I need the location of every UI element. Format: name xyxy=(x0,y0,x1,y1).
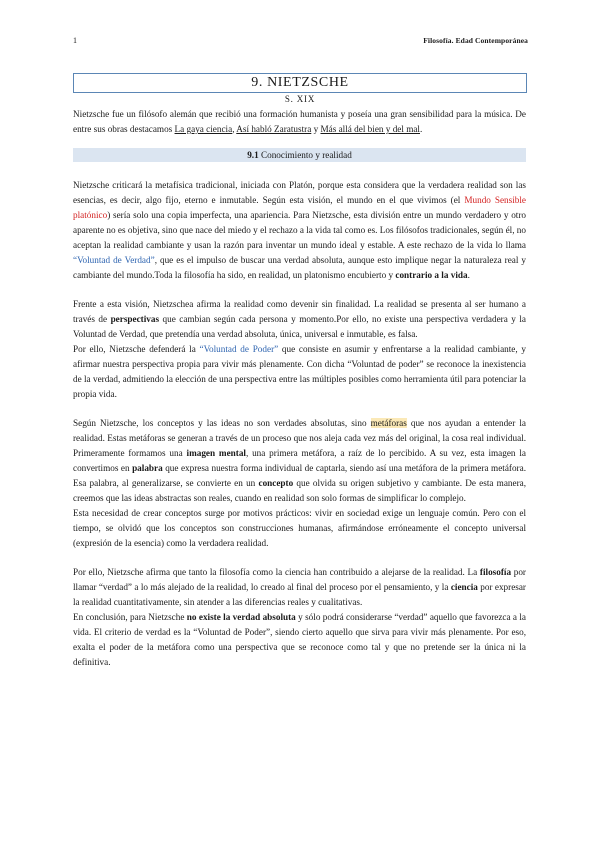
spacer xyxy=(73,551,526,565)
text: ) sería solo una copia imperfecta, una apariencia. Para Nietzsche, esta división entre un mundo verdadero y otro aparente no es objetiva, sino que nace del miedo y el rechazo a la vida tal como es. Los filósofos tradicionales, según él, no aceptan la realidad cambiante y usan la razón para inventar un mundo ideal y estable. A este rechazo de la vida lo llama xyxy=(73,210,526,250)
section-title: Conocimiento y realidad xyxy=(258,150,352,160)
text: En conclusión, para Nietzsche xyxy=(73,612,187,622)
bold-term: perspectivas xyxy=(110,314,160,324)
paragraph-metaphors xyxy=(73,416,526,506)
text: por expresar la realidad cuantitativamente, sin atender a las diferencias reales y cualitativas. xyxy=(73,582,526,607)
text: Por ello, Nietzsche defenderá la xyxy=(73,344,200,354)
text: . xyxy=(420,124,423,134)
chapter-subtitle: S. XIX xyxy=(284,94,316,104)
bold-term: contrario a la vida xyxy=(395,270,468,280)
text: . xyxy=(467,270,470,280)
text: , una primera metáfora, a raíz de lo percibido. A su vez, esta imagen la convertimos en xyxy=(73,448,526,473)
text: Por ello, Nietzsche afirma que tanto la filosofía como la ciencia han contribuido a alejarse de la realidad. La xyxy=(73,567,480,577)
text: Esta necesidad de crear conceptos surge por motivos prácticos: vivir en sociedad exige un lenguaje común. Pero con el tiempo, se olvidó que los conceptos son construcciones humanas, afirmándose erróneamente el concepto universal (expresión de la esencia) como la verdadera realidad. xyxy=(73,508,526,548)
text: por llamar “verdad” a lo más alejado de la realidad, lo creado al final del proceso por el pensamiento, y la xyxy=(73,567,526,592)
paragraph-metaphysics-critique xyxy=(73,178,526,283)
highlight-red: Mundo Sensible platónico xyxy=(73,195,526,220)
bold-term: imagen mental xyxy=(186,448,246,458)
page-number: 1 xyxy=(73,36,77,45)
work-title-gaya-ciencia: La gaya ciencia xyxy=(174,124,233,134)
text: Frente a esta visión, Nietzschea afirma la realidad como devenir sin finalidad. La realidad se presenta al ser humano a través de xyxy=(73,299,526,324)
work-title-mas-alla: Más allá del bien y del mal xyxy=(320,124,420,134)
section-heading xyxy=(73,148,526,162)
running-header: Filosofía. Edad Contemporánea xyxy=(423,36,528,45)
text: , que es el impulso de buscar una verdad absoluta, aunque esto implique negar la naturaleza real y cambiante del mundo.Toda la filosofía ha sido, en realidad, un platonismo encubierto y xyxy=(73,255,526,280)
bold-term: palabra xyxy=(132,463,163,473)
highlight-blue: “Voluntad de Verdad” xyxy=(73,255,155,265)
text: Según Nietzsche, los conceptos y las ideas no son verdades absolutas, sino xyxy=(73,418,371,428)
text: que consiste en asumir y enfrentarse a la realidad cambiante, y afirmar nuestra perspectiva propia para vivir más plenamente. Con dicha “Voluntad de poder” se reconoce la inexistencia de la verdad, admitiendo la elección de una perspectiva entre las múltiples posibles como herramienta útil para potenciar la propia vida. xyxy=(73,344,526,399)
paragraph-conclusion xyxy=(73,610,526,670)
bold-term: ciencia xyxy=(450,582,478,592)
highlight-yellow: metáforas xyxy=(370,418,407,428)
highlight-blue: “Voluntad de Poder” xyxy=(199,344,279,354)
paragraph-perspectives xyxy=(73,297,526,342)
text: y xyxy=(311,124,321,134)
paragraph-philosophy-science xyxy=(73,565,526,610)
text: Nietzsche fue un filósofo alemán que recibió una formación humanista y poseía una gran sensibilidad para la música. De entre sus obras destacamos xyxy=(73,109,526,134)
paragraph-will-to-power xyxy=(73,342,526,402)
text: que nos ayudan a entender la realidad. Estas metáforas se generan a través de un proceso que nos aleja cada vez más del original, la cosa real individual. Primeramente formamos una xyxy=(73,418,526,458)
bold-term: filosofía xyxy=(479,567,512,577)
text: , xyxy=(232,124,237,134)
text: Nietzsche criticará la metafísica tradicional, iniciada con Platón, porque esta considera que la verdadera realidad son las esencias, es decir, algo fijo, eterno e inmutable. Según esta visión, el mundo en el que vivimos (el xyxy=(73,180,526,205)
chapter-title: 9. NIETZSCHE xyxy=(73,73,527,93)
spacer xyxy=(73,402,526,416)
intro-paragraph xyxy=(73,107,526,137)
bold-term: no existe la verdad absoluta xyxy=(186,612,296,622)
text: y sólo podrá considerarse “verdad” aquello que favorezca a la vida. El criterio de verdad es la “Voluntad de Poder”, siendo cierto aquello que sirva para vivir más plenamente. Por eso, exalta el poder de la metáfora como una perspectiva que se reconoce como tal y que no pretende ser la única ni la definitiva. xyxy=(73,612,526,667)
paragraph-concepts-origin xyxy=(73,506,526,551)
document-body xyxy=(73,107,526,670)
work-title-zaratustra: Así habló Zaratustra xyxy=(236,124,312,134)
text: que olvida su origen subjetivo y cambiante. De esta manera, creemos que las ideas abstractas son reales, cuando en realidad son solo formas de simplificar lo complejo. xyxy=(73,478,527,503)
text: que cambian según cada persona y momento.Por ello, no existe una perspectiva verdadera y la Voluntad de Verdad, que pretendía una verdad absoluta, única, universal e inmutable, es falsa. xyxy=(73,314,526,339)
spacer xyxy=(73,283,526,297)
text: que expresa nuestra forma individual de captarla, siendo así una metáfora de la primera metáfora. Esa palabra, al generalizarse, se convierte en un xyxy=(73,463,526,488)
bold-term: concepto xyxy=(258,478,294,488)
section-number: 9.1 xyxy=(247,150,259,160)
